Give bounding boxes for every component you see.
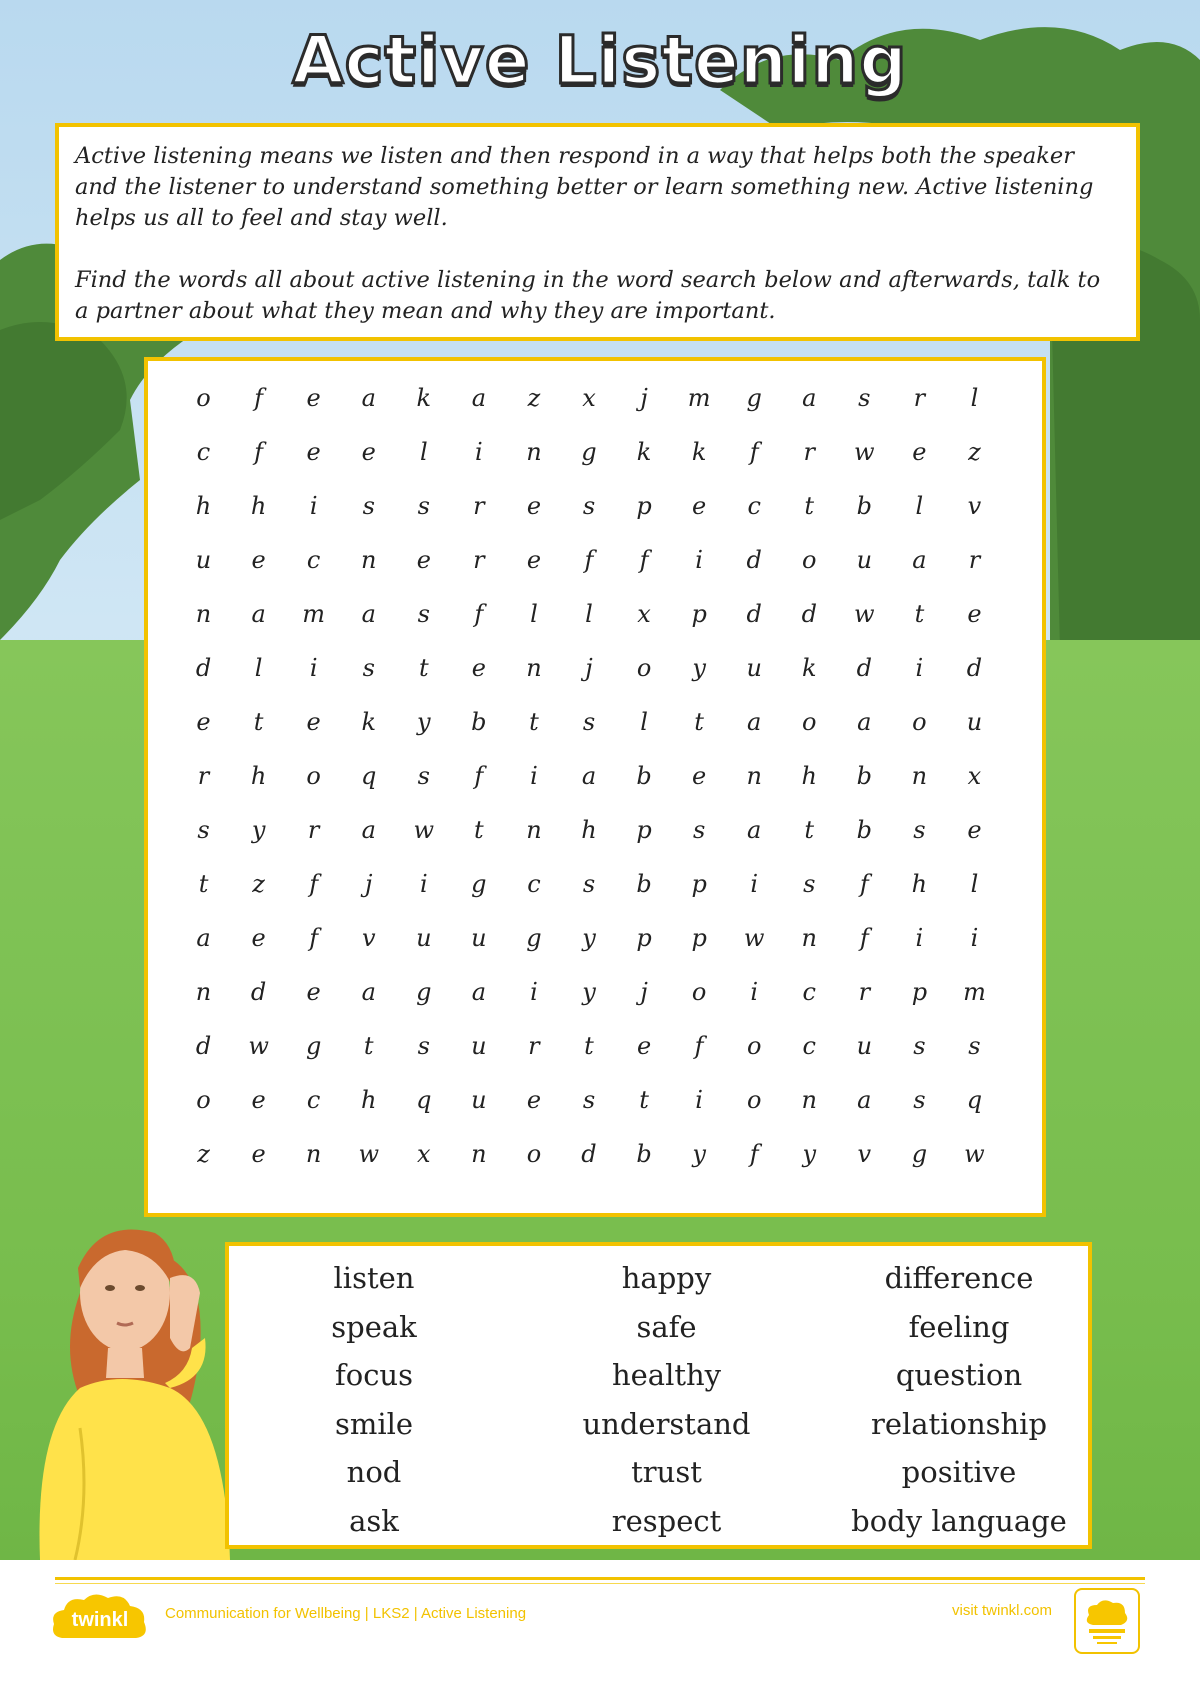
footer-divider	[55, 1577, 1145, 1580]
grid-letter[interactable]: n	[195, 600, 212, 628]
word-list-item: smile	[334, 1406, 414, 1441]
grid-letter[interactable]: u	[416, 924, 432, 952]
word-list-item: understand	[582, 1406, 751, 1441]
grid-letter[interactable]: a	[857, 708, 872, 736]
grid-letter[interactable]: c	[747, 492, 761, 520]
grid-letter[interactable]: e	[526, 1086, 542, 1114]
grid-letter[interactable]: i	[750, 978, 759, 1006]
grid-letter[interactable]: c	[196, 438, 211, 466]
grid-letter[interactable]: f	[309, 870, 319, 898]
grid-letter[interactable]: h	[250, 492, 267, 520]
grid-letter[interactable]: p	[636, 492, 652, 520]
grid-letter[interactable]: b	[856, 492, 873, 520]
word-list-item: listen	[333, 1261, 415, 1296]
grid-letter[interactable]: a	[361, 384, 376, 412]
grid-letter[interactable]: s	[913, 1032, 926, 1060]
word-list-item: happy	[621, 1261, 712, 1296]
footer-breadcrumb: Communication for Wellbeing | LKS2 | Active Listening	[165, 1605, 527, 1622]
grid-letter[interactable]: j	[640, 384, 648, 412]
grid-letter[interactable]: c	[802, 978, 816, 1006]
grid-letter[interactable]: i	[309, 654, 318, 682]
grid-letter[interactable]: s	[582, 870, 596, 898]
grid-letter[interactable]: o	[196, 1086, 211, 1114]
grid-letter[interactable]: n	[801, 1086, 817, 1114]
grid-letter[interactable]: w	[248, 1032, 269, 1060]
grid-letter[interactable]: s	[858, 384, 871, 412]
word-list	[229, 1254, 1088, 1545]
grid-letter[interactable]: i	[915, 924, 924, 952]
grid-letter[interactable]: o	[636, 654, 652, 682]
grid-letter[interactable]: r	[197, 762, 210, 790]
grid-letter[interactable]: s	[582, 708, 596, 736]
grid-letter[interactable]: o	[912, 708, 927, 736]
grid-letter[interactable]: l	[915, 492, 924, 520]
grid-letter[interactable]: m	[963, 978, 986, 1006]
grid-letter[interactable]: e	[912, 438, 927, 466]
grid-letter[interactable]: a	[747, 816, 762, 844]
word-list-box	[225, 1242, 1092, 1549]
grid-letter[interactable]: o	[746, 1032, 762, 1060]
grid-letter[interactable]: d	[195, 654, 212, 682]
grid-letter[interactable]: v	[967, 492, 982, 520]
grid-letter[interactable]: y	[802, 1140, 817, 1168]
grid-letter[interactable]: o	[802, 708, 817, 736]
grid-letter[interactable]: t	[474, 816, 484, 844]
grid-letter[interactable]: r	[473, 546, 485, 574]
grid-letter[interactable]: u	[471, 1032, 487, 1060]
grid-letter[interactable]: z	[968, 438, 981, 466]
grid-letter[interactable]: s	[582, 492, 596, 520]
word-list-item: speak	[331, 1309, 417, 1344]
footer-website-link[interactable]: visit twinkl.com	[952, 1602, 1053, 1619]
grid-letter[interactable]: r	[968, 546, 981, 574]
grid-letter[interactable]: l	[970, 870, 979, 898]
grid-letter[interactable]: d	[966, 654, 983, 682]
grid-letter[interactable]: o	[306, 762, 321, 790]
intro-box	[55, 123, 1140, 341]
grid-letter[interactable]: y	[582, 978, 596, 1006]
grid-letter[interactable]: l	[970, 384, 979, 412]
grid-letter[interactable]: f	[694, 1032, 704, 1060]
word-list-item: feeling	[908, 1309, 1010, 1344]
grid-letter[interactable]: i	[970, 924, 979, 952]
grid-letter[interactable]: r	[913, 384, 926, 412]
grid-letter[interactable]: w	[358, 1140, 379, 1168]
grid-letter[interactable]: h	[581, 816, 597, 844]
girl-listening-illustration	[20, 1198, 260, 1560]
grid-letter[interactable]: f	[254, 438, 264, 466]
grid-letter[interactable]: b	[856, 816, 873, 844]
grid-letter[interactable]: w	[964, 1140, 985, 1168]
intro-paragraph-2: Find the words all about active listening in the word search below and afterwards, talk to a partner about what they mean and why they are important.	[75, 267, 1101, 324]
grid-letter[interactable]: n	[801, 924, 817, 952]
word-list-item: positive	[901, 1455, 1017, 1490]
grid-letter[interactable]: t	[529, 708, 539, 736]
grid-letter[interactable]: e	[251, 546, 266, 574]
grid-letter[interactable]: n	[360, 546, 377, 574]
grid-letter[interactable]: x	[637, 600, 651, 628]
footer-divider-thin	[55, 1583, 1145, 1584]
grid-letter[interactable]: s	[803, 870, 816, 898]
grid-letter[interactable]: s	[362, 654, 375, 682]
grid-letter[interactable]: i	[915, 654, 924, 682]
grid-letter[interactable]: w	[854, 600, 875, 628]
grid-letter[interactable]: r	[307, 816, 320, 844]
grid-letter[interactable]: e	[526, 492, 542, 520]
grid-letter[interactable]: s	[913, 1086, 926, 1114]
grid-letter[interactable]: n	[305, 1140, 322, 1168]
grid-letter[interactable]: d	[195, 1032, 212, 1060]
grid-letter[interactable]: d	[746, 600, 762, 628]
grid-letter[interactable]: i	[750, 870, 759, 898]
grid-letter[interactable]: u	[856, 1032, 873, 1060]
grid-letter[interactable]: x	[582, 384, 596, 412]
grid-letter[interactable]: z	[527, 384, 541, 412]
quality-badge-icon	[1074, 1588, 1140, 1654]
grid-letter[interactable]: d	[746, 546, 762, 574]
grid-letter[interactable]: l	[530, 600, 538, 628]
grid-letter[interactable]: a	[361, 816, 376, 844]
grid-letter[interactable]: o	[691, 978, 707, 1006]
grid-letter[interactable]: t	[253, 708, 264, 736]
grid-letter[interactable]: f	[749, 1140, 759, 1168]
grid-letter[interactable]: e	[416, 546, 431, 574]
grid-letter[interactable]: u	[746, 654, 762, 682]
grid-letter[interactable]: s	[417, 600, 430, 628]
grid-letter[interactable]: g	[746, 384, 762, 412]
grid-letter[interactable]: q	[966, 1086, 983, 1114]
word-search-grid	[176, 371, 1002, 1181]
grid-letter[interactable]: e	[306, 384, 321, 412]
grid-letter[interactable]: i	[475, 438, 483, 466]
grid-letter[interactable]: v	[361, 924, 376, 952]
grid-letter[interactable]: m	[302, 600, 326, 628]
grid-letter[interactable]: h	[195, 492, 212, 520]
grid-letter[interactable]: y	[692, 654, 706, 682]
grid-letter[interactable]: x	[417, 1140, 431, 1168]
grid-letter[interactable]: r	[528, 1032, 540, 1060]
grid-letter[interactable]: n	[526, 816, 542, 844]
grid-letter[interactable]: i	[695, 546, 703, 574]
grid-letter[interactable]: l	[585, 600, 593, 628]
grid-letter[interactable]: p	[691, 870, 707, 898]
grid-letter[interactable]: t	[363, 1032, 374, 1060]
grid-letter[interactable]: s	[968, 1032, 981, 1060]
grid-letter[interactable]: w	[743, 924, 765, 952]
grid-letter[interactable]: s	[913, 816, 926, 844]
grid-letter[interactable]: r	[858, 978, 871, 1006]
grid-letter[interactable]: k	[416, 384, 432, 412]
grid-letter[interactable]: c	[802, 1032, 816, 1060]
grid-letter[interactable]: j	[585, 654, 593, 682]
grid-letter[interactable]: t	[914, 600, 925, 628]
word-list-item: focus	[335, 1358, 413, 1393]
grid-letter[interactable]: t	[584, 1032, 594, 1060]
grid-letter[interactable]: o	[802, 546, 817, 574]
grid-letter[interactable]: h	[911, 870, 928, 898]
grid-letter[interactable]: a	[361, 978, 376, 1006]
grid-letter[interactable]: e	[251, 1140, 266, 1168]
grid-letter[interactable]: i	[695, 1086, 703, 1114]
grid-letter[interactable]: p	[636, 816, 652, 844]
page-title: Active Listening	[292, 22, 908, 99]
grid-letter[interactable]: f	[254, 384, 264, 412]
grid-letter[interactable]: g	[581, 438, 597, 466]
grid-letter[interactable]: s	[197, 816, 210, 844]
grid-letter[interactable]: t	[198, 870, 209, 898]
grid-letter[interactable]: t	[694, 708, 704, 736]
grid-letter[interactable]: o	[526, 1140, 542, 1168]
grid-letter[interactable]: h	[801, 762, 817, 790]
grid-letter[interactable]: f	[859, 870, 869, 898]
grid-letter[interactable]: z	[252, 870, 265, 898]
word-list-item: trust	[631, 1455, 702, 1490]
grid-letter[interactable]: k	[691, 438, 707, 466]
grid-letter[interactable]: e	[692, 492, 707, 520]
grid-letter[interactable]: e	[306, 708, 321, 736]
grid-letter[interactable]: e	[196, 708, 211, 736]
grid-letter[interactable]: n	[195, 978, 212, 1006]
grid-letter[interactable]: d	[856, 654, 873, 682]
word-list-item: nod	[346, 1455, 402, 1490]
grid-letter[interactable]: n	[526, 438, 542, 466]
grid-letter[interactable]: u	[195, 546, 212, 574]
grid-letter[interactable]: a	[912, 546, 927, 574]
word-search-box	[144, 357, 1046, 1217]
grid-letter[interactable]: e	[306, 438, 321, 466]
grid-letter[interactable]: i	[309, 492, 318, 520]
grid-letter[interactable]: t	[418, 654, 429, 682]
word-list-item: question	[895, 1358, 1023, 1393]
word-list-item: relationship	[870, 1406, 1048, 1441]
grid-letter[interactable]: k	[636, 438, 652, 466]
grid-letter[interactable]: b	[636, 870, 652, 898]
grid-letter[interactable]: s	[417, 762, 430, 790]
grid-letter[interactable]: p	[691, 600, 707, 628]
word-list-item: body language	[851, 1503, 1067, 1538]
word-list-item: respect	[611, 1503, 722, 1538]
grid-letter[interactable]: d	[581, 1140, 597, 1168]
grid-letter[interactable]: t	[639, 1086, 649, 1114]
grid-letter[interactable]: a	[471, 384, 487, 412]
grid-letter[interactable]: e	[306, 978, 321, 1006]
grid-letter[interactable]: j	[640, 978, 648, 1006]
grid-letter[interactable]: i	[419, 870, 428, 898]
grid-letter[interactable]: q	[416, 1086, 432, 1114]
grid-letter[interactable]: a	[196, 924, 211, 952]
grid-letter[interactable]: p	[691, 924, 707, 952]
grid-letter[interactable]: a	[747, 708, 762, 736]
grid-letter[interactable]: e	[251, 924, 266, 952]
grid-letter[interactable]: n	[471, 1140, 487, 1168]
grid-letter[interactable]: o	[196, 384, 211, 412]
grid-letter[interactable]: y	[417, 708, 431, 736]
grid-letter[interactable]: f	[749, 438, 759, 466]
grid-letter[interactable]: s	[692, 816, 706, 844]
grid-letter[interactable]: p	[636, 924, 652, 952]
grid-letter[interactable]: y	[251, 816, 266, 844]
intro-paragraph-1: Active listening means we listen and then respond in a way that helps both the speaker and the listener to understand something better or learn something new. Active listening helps us all to feel and stay well.	[75, 143, 1094, 231]
grid-letter[interactable]: s	[362, 492, 375, 520]
grid-letter[interactable]: h	[360, 1086, 377, 1114]
grid-letter[interactable]: a	[471, 978, 487, 1006]
grid-letter[interactable]: b	[856, 762, 873, 790]
grid-letter[interactable]: l	[254, 654, 263, 682]
grid-letter[interactable]: o	[746, 1086, 762, 1114]
grid-letter[interactable]: s	[582, 1086, 596, 1114]
grid-letter[interactable]: d	[801, 600, 817, 628]
grid-letter[interactable]: n	[746, 762, 762, 790]
word-list-item: safe	[636, 1309, 697, 1344]
twinkl-logo-icon	[50, 1588, 150, 1644]
grid-letter[interactable]: e	[636, 1032, 652, 1060]
grid-letter[interactable]: b	[636, 1140, 652, 1168]
grid-letter[interactable]: e	[471, 654, 486, 682]
grid-letter[interactable]: u	[856, 546, 873, 574]
grid-letter[interactable]: g	[471, 870, 487, 898]
grid-letter[interactable]: x	[967, 762, 982, 790]
grid-letter[interactable]: f	[584, 546, 594, 574]
grid-letter[interactable]: b	[471, 708, 487, 736]
grid-letter[interactable]: u	[471, 924, 487, 952]
word-list-item: difference	[884, 1261, 1034, 1296]
grid-letter[interactable]: i	[530, 762, 538, 790]
grid-letter[interactable]: v	[857, 1140, 872, 1168]
grid-letter[interactable]: e	[692, 762, 707, 790]
grid-letter[interactable]: y	[582, 924, 596, 952]
grid-letter[interactable]: n	[526, 654, 542, 682]
grid-letter[interactable]: d	[250, 978, 267, 1006]
grid-letter[interactable]: c	[306, 1086, 321, 1114]
grid-letter[interactable]: a	[581, 762, 597, 790]
grid-letter[interactable]: f	[859, 924, 869, 952]
grid-letter[interactable]: s	[417, 1032, 430, 1060]
grid-letter[interactable]: g	[526, 924, 542, 952]
grid-letter[interactable]: e	[967, 816, 982, 844]
grid-letter[interactable]: b	[636, 762, 652, 790]
grid-letter[interactable]: f	[309, 924, 319, 952]
grid-letter[interactable]: j	[365, 870, 373, 898]
grid-letter[interactable]: w	[854, 438, 875, 466]
grid-letter[interactable]: y	[692, 1140, 706, 1168]
grid-letter[interactable]: w	[413, 816, 435, 844]
grid-letter[interactable]: e	[361, 438, 376, 466]
grid-letter[interactable]: q	[361, 762, 377, 790]
grid-letter[interactable]: a	[802, 384, 817, 412]
grid-letter[interactable]: z	[197, 1140, 210, 1168]
word-list-item: healthy	[611, 1358, 722, 1393]
grid-letter[interactable]: h	[250, 762, 267, 790]
grid-letter[interactable]: u	[471, 1086, 487, 1114]
grid-letter[interactable]: a	[251, 600, 266, 628]
word-list-item: ask	[349, 1503, 399, 1538]
grid-letter[interactable]: t	[804, 492, 815, 520]
grid-letter[interactable]: f	[474, 600, 484, 628]
grid-letter[interactable]: g	[416, 978, 432, 1006]
grid-letter[interactable]: t	[804, 816, 815, 844]
grid-letter[interactable]: m	[687, 384, 711, 412]
grid-letter[interactable]: p	[911, 978, 928, 1006]
grid-letter[interactable]: e	[526, 546, 542, 574]
grid-letter[interactable]: k	[361, 708, 376, 736]
grid-letter[interactable]: c	[306, 546, 321, 574]
grid-letter[interactable]: l	[640, 708, 648, 736]
grid-letter[interactable]: g	[911, 1140, 928, 1168]
grid-letter[interactable]: g	[305, 1032, 322, 1060]
grid-letter[interactable]: e	[967, 600, 982, 628]
grid-letter[interactable]: a	[857, 1086, 872, 1114]
grid-letter[interactable]: e	[251, 1086, 266, 1114]
logo-text: twinkl	[71, 1609, 129, 1631]
grid-letter[interactable]: r	[473, 492, 485, 520]
badge-graphic	[1081, 1595, 1133, 1647]
grid-letter[interactable]: f	[474, 762, 484, 790]
grid-letter[interactable]: r	[803, 438, 815, 466]
grid-letter[interactable]: f	[639, 546, 649, 574]
grid-letter[interactable]: u	[966, 708, 983, 736]
grid-letter[interactable]: c	[527, 870, 541, 898]
grid-letter[interactable]: a	[361, 600, 376, 628]
grid-letter[interactable]: n	[911, 762, 928, 790]
grid-letter[interactable]: s	[417, 492, 430, 520]
grid-letter[interactable]: k	[801, 654, 817, 682]
grid-letter[interactable]: i	[530, 978, 538, 1006]
grid-letter[interactable]: l	[419, 438, 428, 466]
